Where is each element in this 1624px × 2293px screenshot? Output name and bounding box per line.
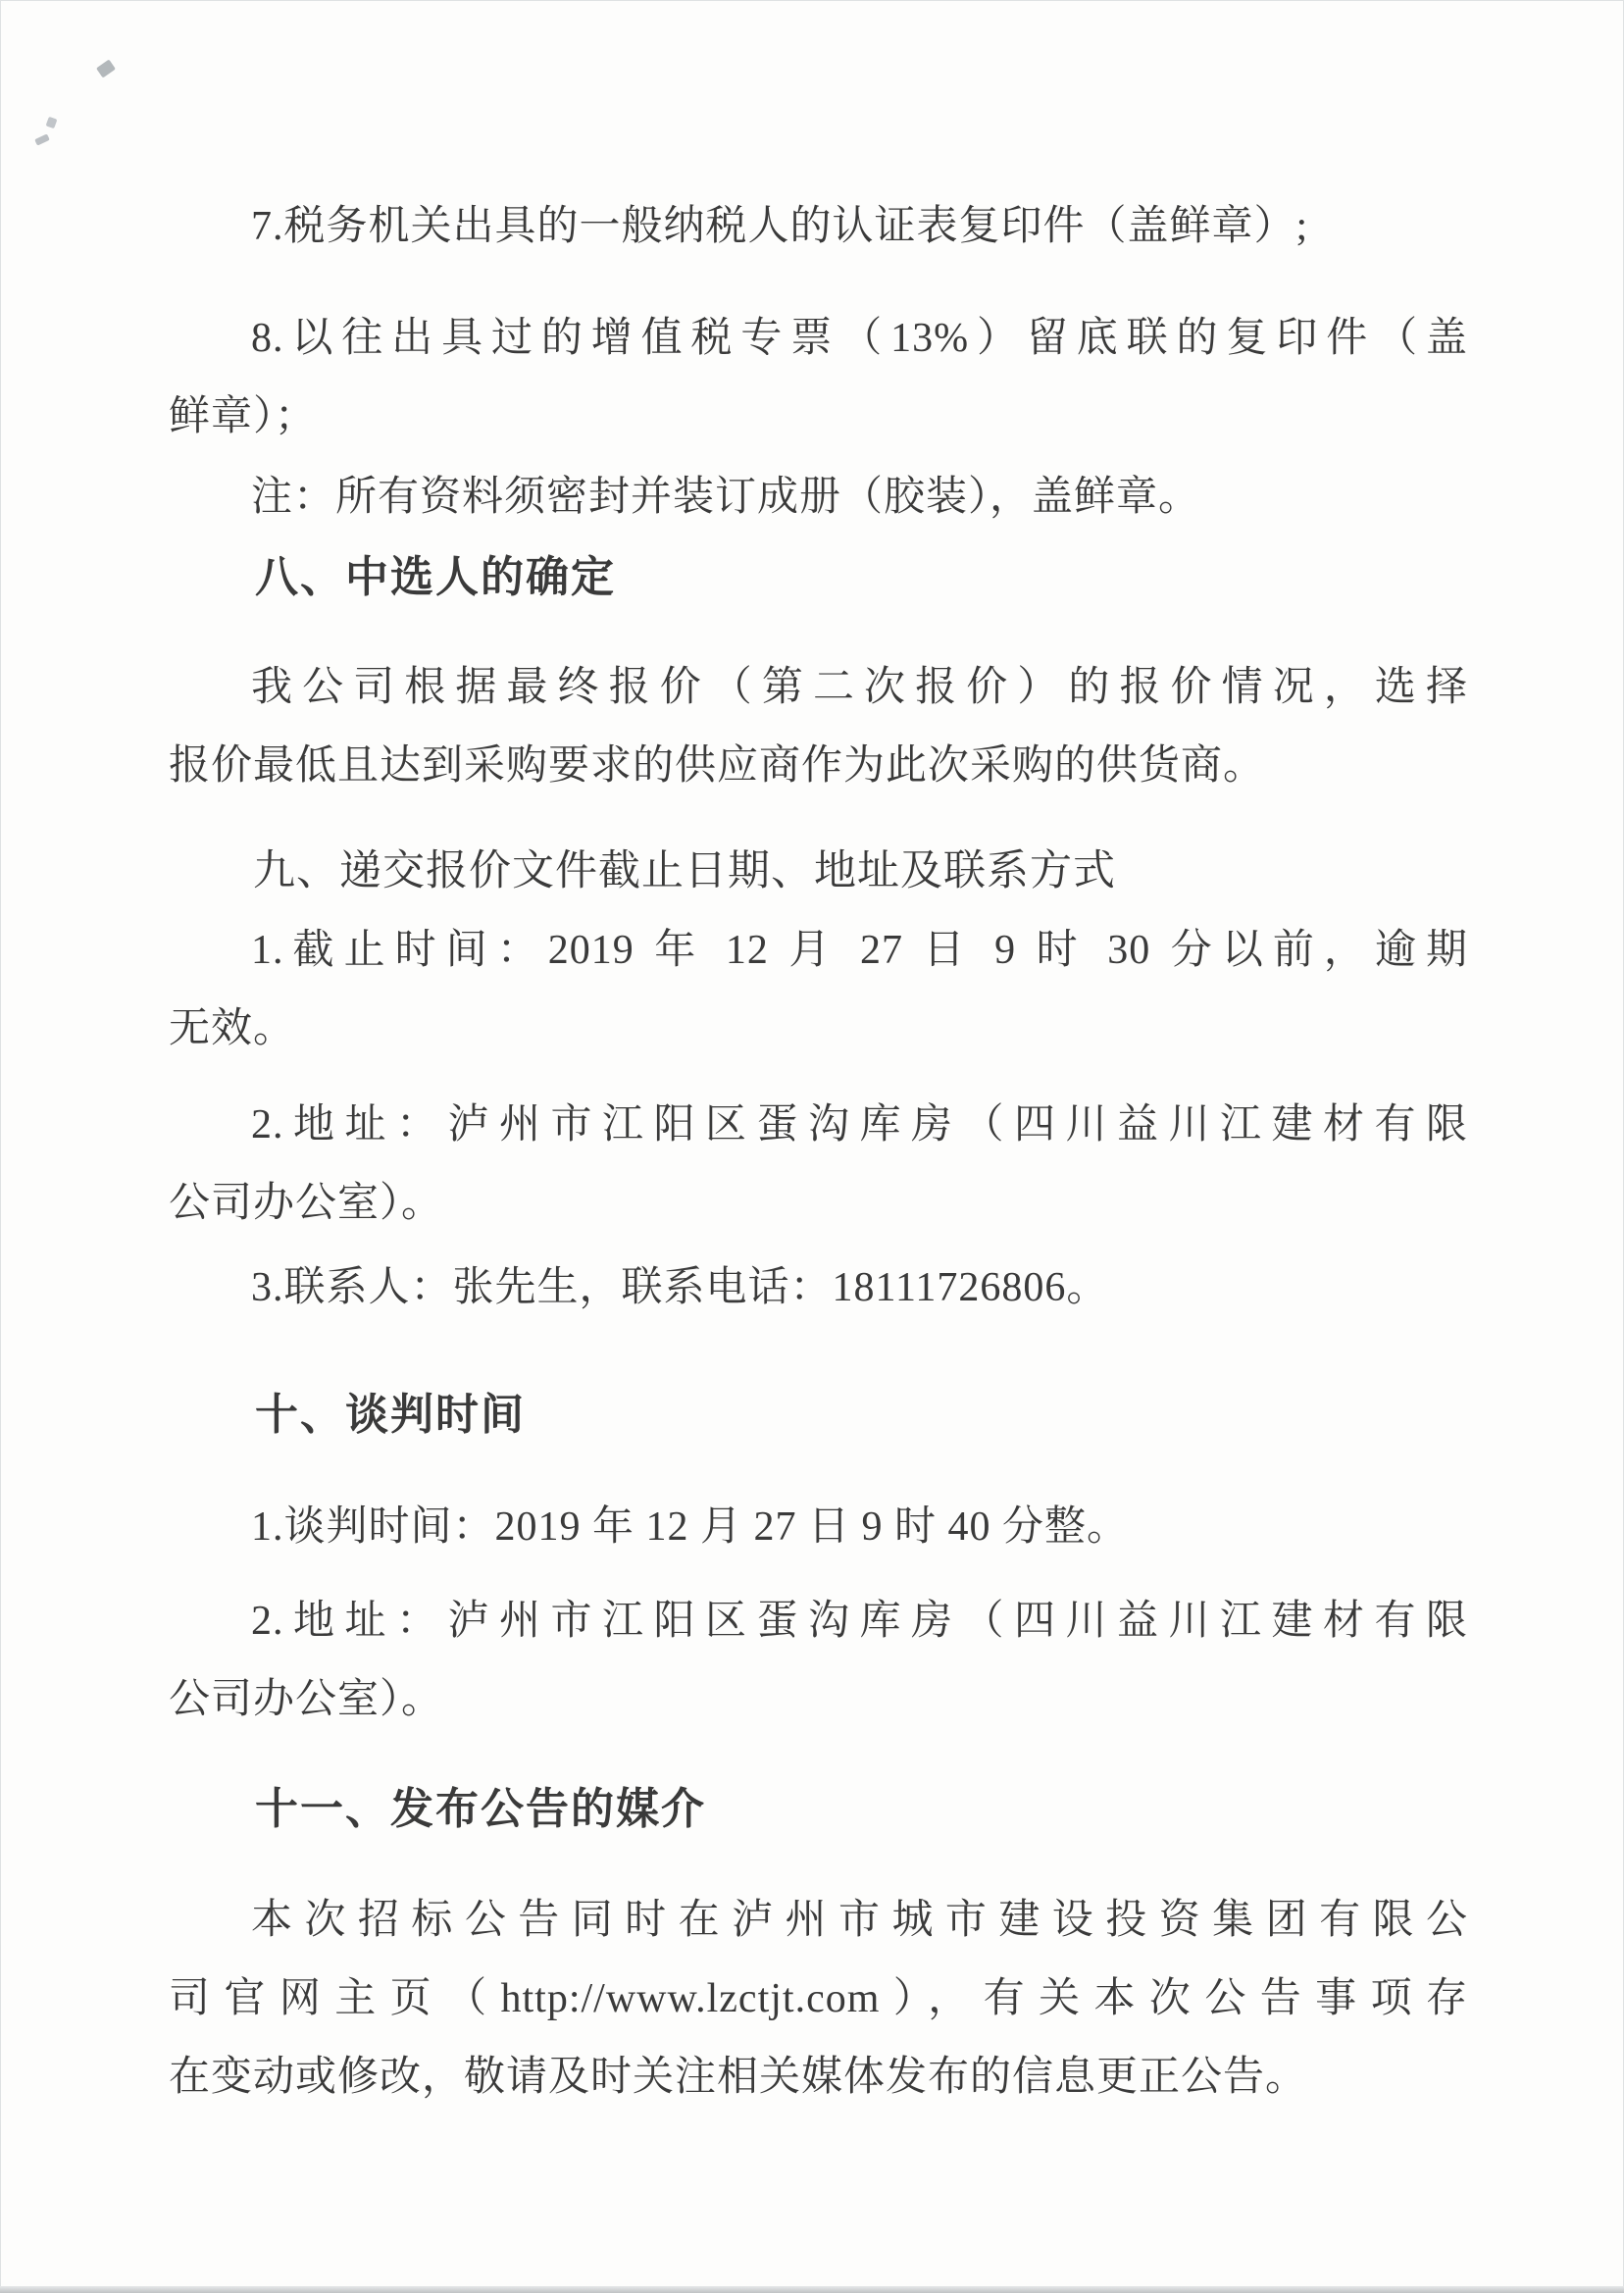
scan-artifact-speck — [34, 133, 50, 145]
paragraph-address-1 — [169, 1086, 1468, 1243]
paragraph-item-7 — [169, 187, 1468, 266]
section-heading-9 — [169, 833, 1468, 911]
text-line: 鲜章）； — [169, 394, 318, 439]
paragraph-contact — [169, 1248, 1468, 1327]
paragraph-deadline — [169, 911, 1468, 1068]
text-line: 注：所有资料须密封并装订成册（胶装），盖鲜章。 — [251, 475, 1201, 520]
text-line: 2.地址：泸州市江阳区蛋沟库房（四川益川江建材有限 — [251, 1599, 1468, 1644]
text-line: 报价最低且达到采购要求的供应商作为此次采购的供货商。 — [169, 743, 1266, 789]
section-heading-10 — [169, 1376, 1468, 1454]
text-line: 1.谈判时间：2019 年 12 月 27 日 9 时 40 分整。 — [251, 1504, 1130, 1550]
heading-line: 十一、发布公告的媒介 — [255, 1785, 706, 1833]
text-line: 8.以往出具过的增值税专票（13%）留底联的复印件（盖 — [251, 316, 1468, 361]
paragraph-media — [169, 1881, 1468, 2116]
text-line: 7.税务机关出具的一般纳税人的认证表复印件（盖鲜章）; — [251, 204, 1309, 249]
text-line: 1.截止时间：2019 年 12 月 27 日 9 时 30 分以前，逾期 — [251, 928, 1468, 973]
text-line: 公司办公室）。 — [169, 1677, 444, 1722]
text-line: 公司办公室）。 — [169, 1181, 444, 1226]
paragraph-negotiation-time — [169, 1488, 1468, 1566]
text-line: 3.联系人：张先生，联系电话：18111726806。 — [251, 1265, 1109, 1310]
text-line: 2.地址：泸州市江阳区蛋沟库房（四川益川江建材有限 — [251, 1102, 1468, 1147]
paragraph-address-2 — [169, 1582, 1468, 1739]
section-heading-8 — [169, 538, 1468, 617]
scan-artifact-speck — [96, 59, 116, 77]
scan-artifact-speck — [46, 117, 58, 128]
text-line: 无效。 — [169, 1006, 296, 1051]
text-line: 本次招标公告同时在泸州市城市建设投资集团有限公 — [251, 1898, 1468, 1943]
heading-line: 十、谈判时间 — [255, 1391, 526, 1439]
document-content — [169, 187, 1468, 2116]
scan-bottom-edge — [0, 2286, 1624, 2293]
text-line: 我公司根据最终报价（第二次报价）的报价情况，选择 — [251, 665, 1468, 710]
paragraph-item-8 — [169, 299, 1468, 456]
text-line: 司官网主页（http://www.lzctjt.com），有关本次公告事项存 — [169, 1976, 1468, 2021]
paragraph-note — [169, 458, 1468, 536]
text-line: 在变动或修改，敬请及时关注相关媒体发布的信息更正公告。 — [169, 2055, 1308, 2100]
paragraph-winner-determination — [169, 648, 1468, 805]
heading-line: 八、中选人的确定 — [255, 553, 616, 601]
heading-line: 九、递交报价文件截止日期、地址及联系方式 — [253, 848, 1116, 894]
section-heading-11 — [169, 1770, 1468, 1849]
